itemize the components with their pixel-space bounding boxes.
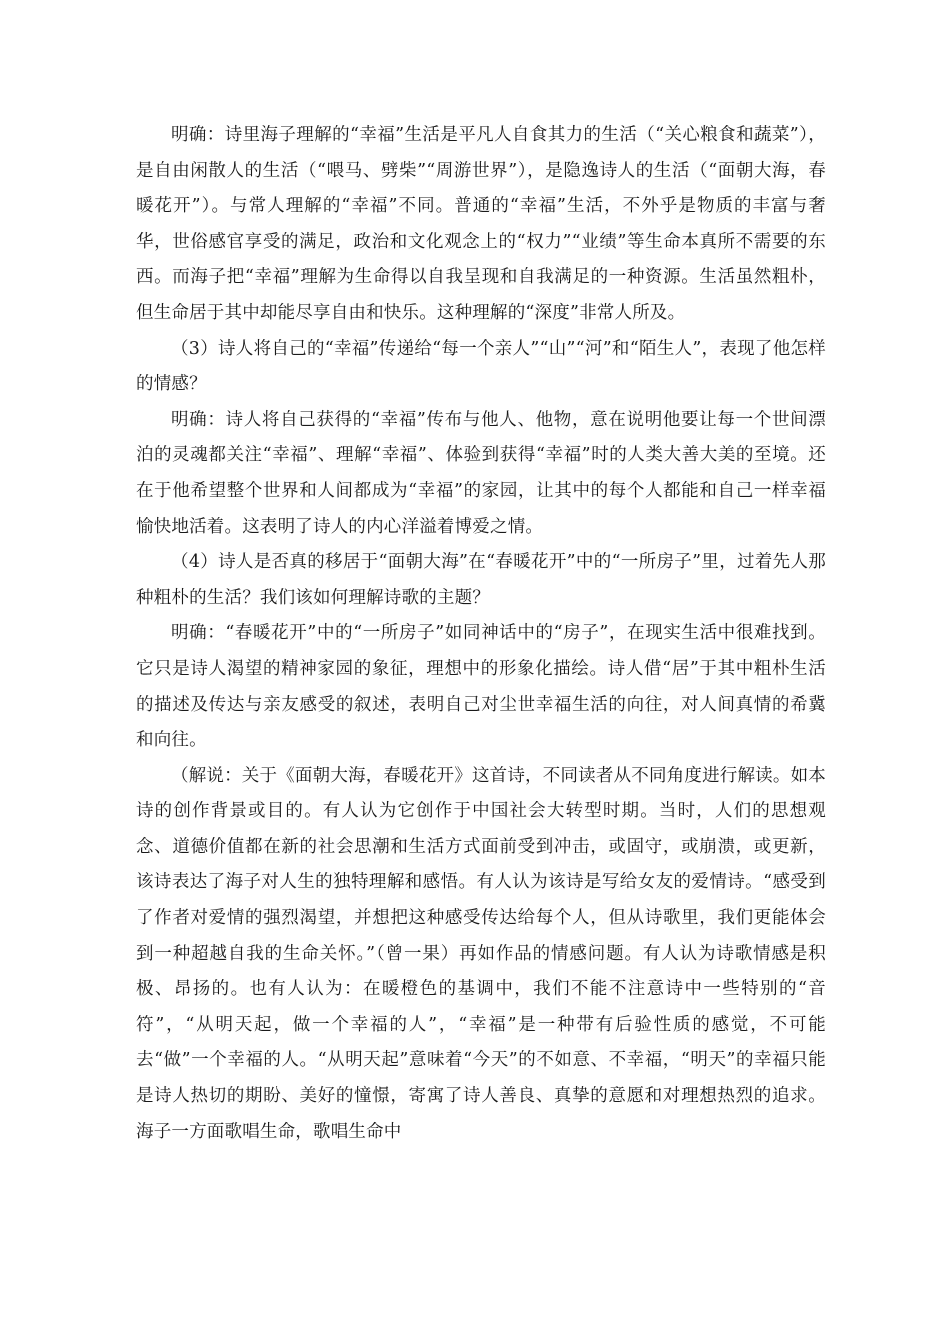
document-body (136, 118, 826, 1150)
question-paragraph-3: （3）诗人将自己的“幸福”传递给“每一个亲人”“山”“河”和“陌生人”，表现了他怎样的情感？ (136, 338, 826, 395)
question-paragraph-4: （4）诗人是否真的移居于“面朝大海”在“春暖花开”中的“一所房子”里，过着先人那种粗朴的生活？我们该如何理解诗歌的主题？ (136, 552, 826, 608)
commentary-paragraph: （解说：关于《面朝大海，春暖花开》这首诗，不同读者从不同角度进行解读。如本诗的创作背景或目的。有人认为它创作于中国社会大转型时期。当时，人们的思想观念、道德价值都在新的社会思潮和生活方式面前受到冲击，或固守，或崩溃，或更新，该诗表达了海子对人生的独特理解和感悟。有人认为该诗是写给女友的爱情诗。“感受到了作者对爱情的强烈渴望，并想把这种感受传达给每个人，但从诗歌里，我们更能体会到一种超越自我的生命关怀。”（曾一果）再如作品的情感问题。有人认为诗歌情感是积极、昂扬的。也有人认为：在暖橙色的基调中，我们不能不注意诗中一些特别的“音符”，“从明天起，做一个幸福的人”，“幸福”是一种带有后验性质的感觉，不可能去“做”一个幸福的人。“从明天起”意味着“今天”的不如意、不幸福，“明天”的幸福只能是诗人热切的期盼、美好的憧憬，寄寓了诗人善良、真挚的意愿和对理想热烈的追求。海子一方面歌唱生命，歌唱生命中 (136, 765, 826, 1142)
answer-paragraph-happiness: 明确：诗里海子理解的“幸福”生活是平凡人自食其力的生活（“关心粮食和蔬菜”），是自由闲散人的生活（“喂马、劈柴”“周游世界”），是隐逸诗人的生活（“面朝大海，春暖花开”）。与常人理解的“幸福”不同。普通的“幸福”生活，不外乎是物质的丰富与奢华，世俗感官享受的满足，政治和文化观念上的“权力”“业绩”等生命本真所不需要的东西。而海子把“幸福”理解为生命得以自我呈现和自我满足的一种资源。生活虽然粗朴，但生命居于其中却能尽享自由和快乐。这种理解的“深度”非常人所及。 (136, 125, 826, 323)
answer-paragraph-love: 明确：诗人将自己获得的“幸福”传布与他人、他物，意在说明他要让每一个世间漂泊的灵魂都关注“幸福”、理解“幸福”、体验到获得“幸福”时的人类大善大美的至境。还在于他希望整个世界和人间都成为“幸福”的家园，让其中的每个人都能和自己一样幸福愉快地活着。这表明了诗人的内心洋溢着博爱之情。 (136, 409, 826, 537)
answer-paragraph-theme: 明确：“春暖花开”中的“一所房子”如同神话中的“房子”，在现实生活中很难找到。它只是诗人渴望的精神家园的象征，理想中的形象化描绘。诗人借“居”于其中粗朴生活的描述及传达与亲友感受的叙述，表明自己对尘世幸福生活的向往，对人间真情的希冀和向往。 (136, 623, 826, 751)
